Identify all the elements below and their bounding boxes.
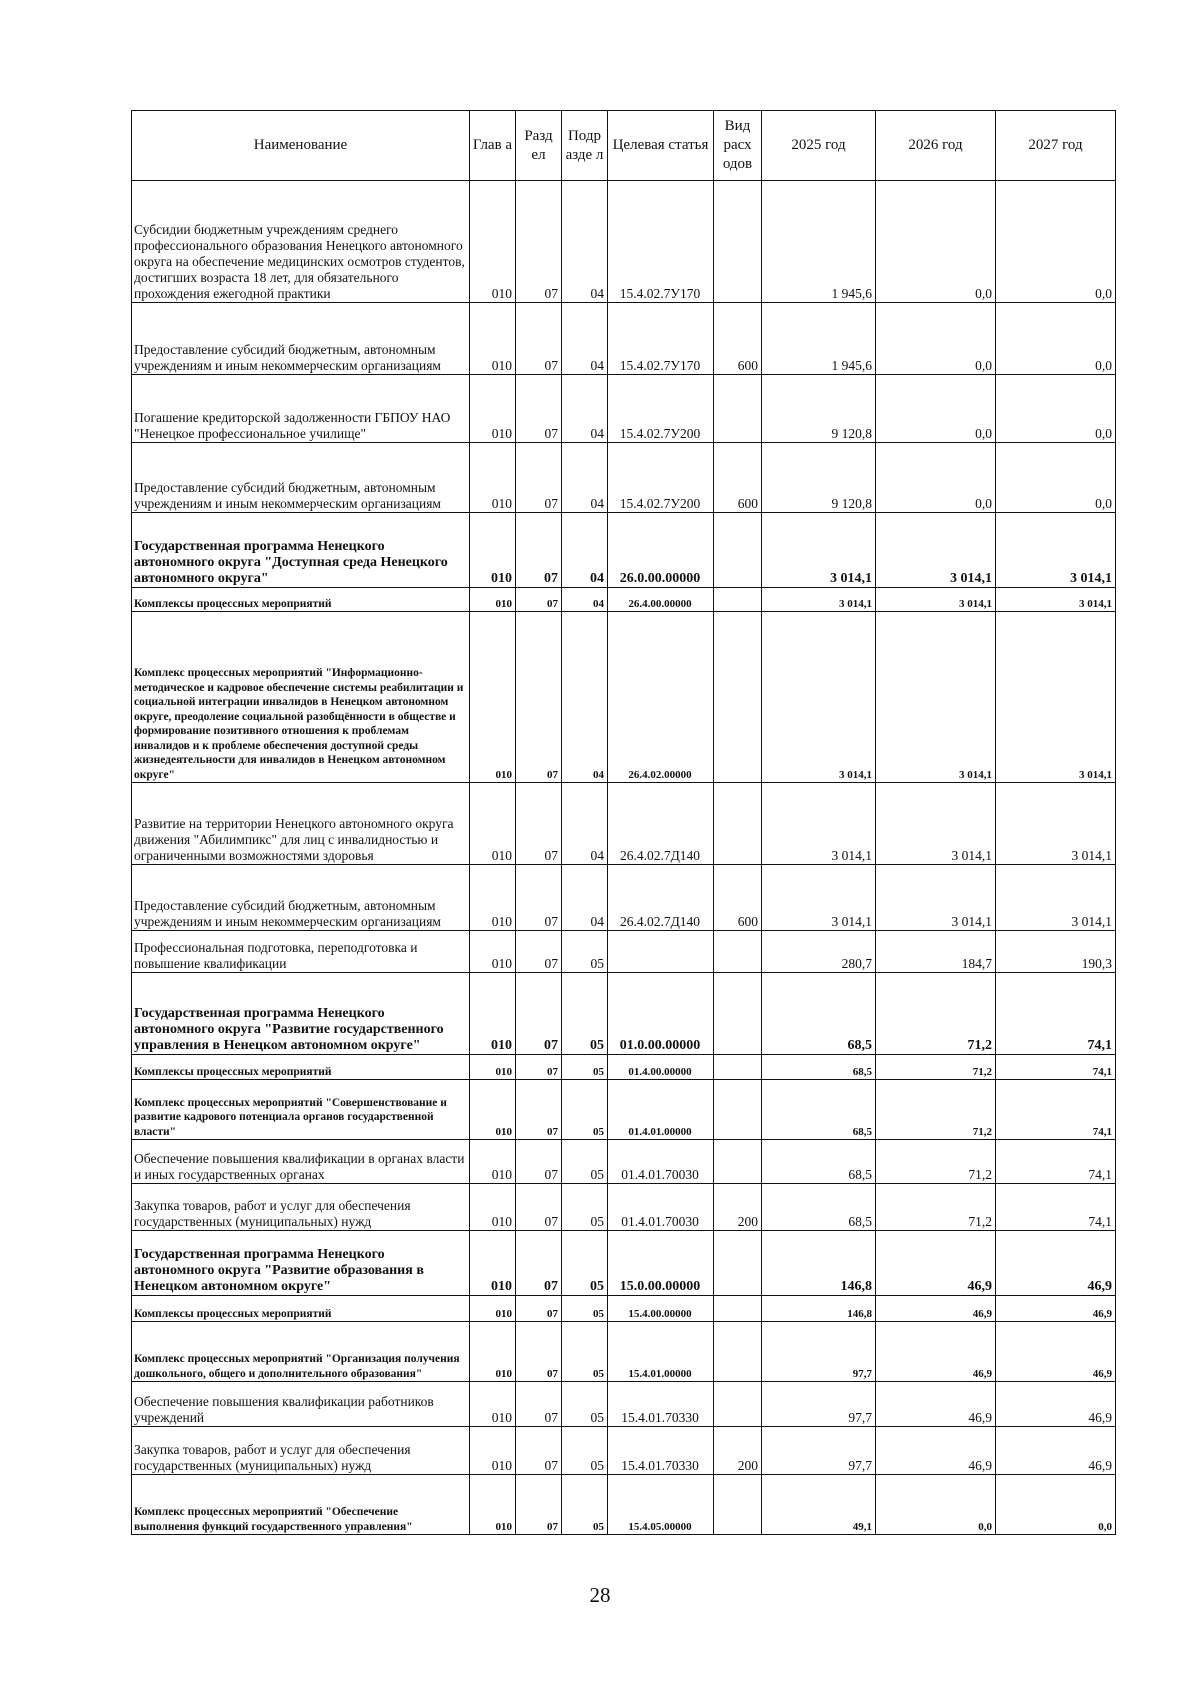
row-podrazdel: 05 [562,1055,608,1080]
row-vid: 600 [714,303,762,375]
row-razdel: 07 [516,865,562,931]
row-2026: 71,2 [876,1140,996,1184]
row-2025: 146,8 [762,1231,876,1296]
row-glava: 010 [470,612,516,783]
table-row [132,1296,1116,1322]
row-vid [714,931,762,973]
row-2026: 46,9 [876,1231,996,1296]
row-2027: 0,0 [996,303,1116,375]
row-target: 26.4.02.7Д140 [608,783,714,865]
header-2027: 2027 год [996,111,1116,181]
row-target: 15.4.02.7У200 [608,443,714,513]
row-razdel: 07 [516,588,562,612]
row-2026: 46,9 [876,1322,996,1382]
row-2027: 46,9 [996,1231,1116,1296]
row-name: Государственная программа Ненецкого автономного округа "Развитие образования в Ненецком автономном округе" [132,1231,470,1296]
row-target [608,931,714,973]
header-2026: 2026 год [876,111,996,181]
row-2025: 3 014,1 [762,513,876,588]
row-2027: 74,1 [996,1055,1116,1080]
row-name: Комплекс процессных мероприятий "Обеспечение выполнения функций государственного управления" [132,1475,470,1535]
row-2026: 0,0 [876,1475,996,1535]
row-vid: 200 [714,1184,762,1231]
row-target: 15.4.05.00000 [608,1475,714,1535]
row-name: Комплексы процессных мероприятий [132,1296,470,1322]
row-2026: 71,2 [876,1055,996,1080]
row-podrazdel: 05 [562,1140,608,1184]
row-podrazdel: 04 [562,588,608,612]
row-2027: 3 014,1 [996,783,1116,865]
row-vid [714,612,762,783]
row-2026: 3 014,1 [876,612,996,783]
row-podrazdel: 04 [562,783,608,865]
row-name: Государственная программа Ненецкого автономного округа "Развитие государственного управления в Ненецком автономном округе" [132,973,470,1055]
row-razdel: 07 [516,1427,562,1475]
row-target: 15.4.02.7У200 [608,375,714,443]
row-vid: 600 [714,443,762,513]
table-row [132,303,1116,375]
row-2026: 0,0 [876,375,996,443]
row-name: Комплекс процессных мероприятий "Совершенствование и развитие кадрового потенциала органов государственной власти" [132,1080,470,1140]
row-vid [714,1055,762,1080]
row-vid [714,973,762,1055]
row-2027: 3 014,1 [996,588,1116,612]
table-row [132,1382,1116,1427]
row-2027: 46,9 [996,1427,1116,1475]
row-name: Предоставление субсидий бюджетным, автономным учреждениям и иным некоммерческим организациям [132,303,470,375]
row-razdel: 07 [516,1055,562,1080]
row-podrazdel: 05 [562,1296,608,1322]
row-2025: 9 120,8 [762,375,876,443]
row-name: Обеспечение повышения квалификации работников учреждений [132,1382,470,1427]
row-target: 26.4.00.00000 [608,588,714,612]
row-2025: 3 014,1 [762,865,876,931]
row-target: 15.0.00.00000 [608,1231,714,1296]
row-name: Комплексы процессных мероприятий [132,1055,470,1080]
row-podrazdel: 04 [562,513,608,588]
row-2026: 3 014,1 [876,588,996,612]
row-2025: 97,7 [762,1427,876,1475]
table-row [132,513,1116,588]
row-2027: 74,1 [996,1080,1116,1140]
table-row [132,931,1116,973]
row-glava: 010 [470,375,516,443]
row-glava: 010 [470,1080,516,1140]
row-razdel: 07 [516,1475,562,1535]
row-razdel: 07 [516,1382,562,1427]
row-glava: 010 [470,783,516,865]
row-vid [714,513,762,588]
row-vid [714,1080,762,1140]
row-target: 26.4.02.7Д140 [608,865,714,931]
row-razdel: 07 [516,612,562,783]
row-vid [714,1296,762,1322]
row-glava: 010 [470,588,516,612]
row-podrazdel: 05 [562,1475,608,1535]
row-razdel: 07 [516,1184,562,1231]
row-vid [714,1322,762,1382]
row-2025: 97,7 [762,1382,876,1427]
table-header-row [132,111,1116,181]
table-row [132,973,1116,1055]
row-2025: 9 120,8 [762,443,876,513]
row-2025: 3 014,1 [762,588,876,612]
row-2026: 46,9 [876,1296,996,1322]
row-2026: 71,2 [876,973,996,1055]
row-2025: 97,7 [762,1322,876,1382]
row-glava: 010 [470,303,516,375]
row-glava: 010 [470,931,516,973]
row-2027: 3 014,1 [996,612,1116,783]
row-podrazdel: 05 [562,1080,608,1140]
row-podrazdel: 05 [562,1231,608,1296]
row-glava: 010 [470,1296,516,1322]
row-2025: 68,5 [762,1080,876,1140]
row-2025: 3 014,1 [762,783,876,865]
row-razdel: 07 [516,931,562,973]
row-2026: 3 014,1 [876,865,996,931]
row-podrazdel: 05 [562,1184,608,1231]
row-name: Развитие на территории Ненецкого автономного округа движения "Абилимпикс" для лиц с инвалидностью и ограниченными возможностями здоровья [132,783,470,865]
row-name: Комплексы процессных мероприятий [132,588,470,612]
row-2027: 190,3 [996,931,1116,973]
row-glava: 010 [470,1140,516,1184]
row-glava: 010 [470,513,516,588]
header-glava: Глав а [470,111,516,181]
row-name: Закупка товаров, работ и услуг для обеспечения государственных (муниципальных) нужд [132,1427,470,1475]
row-razdel: 07 [516,181,562,303]
row-2026: 184,7 [876,931,996,973]
row-2027: 46,9 [996,1382,1116,1427]
row-razdel: 07 [516,303,562,375]
row-name: Государственная программа Ненецкого автономного округа "Доступная среда Ненецкого автономного округа" [132,513,470,588]
table-row [132,1322,1116,1382]
row-2025: 280,7 [762,931,876,973]
row-razdel: 07 [516,783,562,865]
row-name: Погашение кредиторской задолженности ГБПОУ НАО "Ненецкое профессиональное училище" [132,375,470,443]
row-vid [714,1382,762,1427]
table-row [132,588,1116,612]
row-glava: 010 [470,1231,516,1296]
row-target: 26.0.00.00000 [608,513,714,588]
table-row [132,1080,1116,1140]
row-name: Профессиональная подготовка, переподготовка и повышение квалификации [132,931,470,973]
row-glava: 010 [470,443,516,513]
table-row [132,375,1116,443]
row-name: Комплекс процессных мероприятий "Информационно-методическое и кадровое обеспечение системы реабилитации и социальной интеграции инвалидов в Ненецком автономном округе, преодоление социальной разобщённости в обществе и формирование позитивного отношения к проблемам инвалидов и к проблеме обеспечения доступной среды жизнедеятельности для инвалидов в Ненецком автономном округе" [132,612,470,783]
row-podrazdel: 05 [562,1382,608,1427]
row-target: 15.4.02.7У170 [608,181,714,303]
row-podrazdel: 05 [562,931,608,973]
row-glava: 010 [470,1427,516,1475]
row-2027: 46,9 [996,1322,1116,1382]
row-2026: 46,9 [876,1427,996,1475]
row-2025: 68,5 [762,1140,876,1184]
page-number: 28 [589,1583,611,1607]
row-name: Закупка товаров, работ и услуг для обеспечения государственных (муниципальных) нужд [132,1184,470,1231]
row-name: Обеспечение повышения квалификации в органах власти и иных государственных органах [132,1140,470,1184]
row-razdel: 07 [516,973,562,1055]
row-2026: 71,2 [876,1184,996,1231]
row-podrazdel: 04 [562,612,608,783]
table-row [132,443,1116,513]
table-row [132,612,1116,783]
row-target: 15.4.01.70330 [608,1427,714,1475]
row-razdel: 07 [516,1296,562,1322]
row-vid [714,588,762,612]
row-podrazdel: 04 [562,181,608,303]
table-row [132,865,1116,931]
row-target: 15.4.01.00000 [608,1322,714,1382]
row-name: Предоставление субсидий бюджетным, автономным учреждениям и иным некоммерческим организациям [132,443,470,513]
row-podrazdel: 04 [562,443,608,513]
table-row [132,1055,1116,1080]
row-2025: 68,5 [762,973,876,1055]
row-2027: 74,1 [996,1140,1116,1184]
row-2026: 3 014,1 [876,783,996,865]
row-2027: 3 014,1 [996,865,1116,931]
row-2026: 0,0 [876,181,996,303]
row-vid: 600 [714,865,762,931]
table-row [132,1140,1116,1184]
row-target: 01.4.01.70030 [608,1184,714,1231]
row-2026: 46,9 [876,1382,996,1427]
table-row [132,1184,1116,1231]
row-glava: 010 [470,1382,516,1427]
row-target: 01.4.01.00000 [608,1080,714,1140]
header-podrazdel: Подр азде л [562,111,608,181]
header-razdel: Разд ел [516,111,562,181]
row-target: 15.4.00.00000 [608,1296,714,1322]
header-name: Наименование [132,111,470,181]
row-2025: 68,5 [762,1184,876,1231]
row-name: Субсидии бюджетным учреждениям среднего профессионального образования Ненецкого автономного округа на обеспечение медицинских осмотров студентов, достигших возраста 18 лет, для обязательного прохождения ежегодной практики [132,181,470,303]
row-2027: 46,9 [996,1296,1116,1322]
row-target: 01.4.00.00000 [608,1055,714,1080]
row-2027: 0,0 [996,375,1116,443]
row-2026: 0,0 [876,303,996,375]
row-podrazdel: 05 [562,1322,608,1382]
row-2027: 0,0 [996,181,1116,303]
row-2026: 3 014,1 [876,513,996,588]
row-vid [714,1140,762,1184]
row-vid [714,1231,762,1296]
row-target: 15.4.02.7У170 [608,303,714,375]
row-2025: 146,8 [762,1296,876,1322]
row-vid: 200 [714,1427,762,1475]
table-row [132,1475,1116,1535]
row-vid [714,181,762,303]
row-name: Предоставление субсидий бюджетным, автономным учреждениям и иным некоммерческим организациям [132,865,470,931]
row-2026: 0,0 [876,443,996,513]
row-podrazdel: 05 [562,973,608,1055]
row-vid [714,1475,762,1535]
row-glava: 010 [470,181,516,303]
row-glava: 010 [470,973,516,1055]
table-row [132,1427,1116,1475]
row-2027: 74,1 [996,1184,1116,1231]
row-vid [714,375,762,443]
row-2025: 68,5 [762,1055,876,1080]
table-row [132,783,1116,865]
row-2025: 1 945,6 [762,181,876,303]
row-podrazdel: 04 [562,303,608,375]
row-razdel: 07 [516,1322,562,1382]
row-2025: 1 945,6 [762,303,876,375]
row-2027: 0,0 [996,443,1116,513]
row-podrazdel: 04 [562,375,608,443]
row-2027: 0,0 [996,1475,1116,1535]
row-razdel: 07 [516,443,562,513]
table-row [132,181,1116,303]
row-razdel: 07 [516,513,562,588]
row-2027: 74,1 [996,973,1116,1055]
row-2027: 3 014,1 [996,513,1116,588]
row-2026: 71,2 [876,1080,996,1140]
row-target: 01.4.01.70030 [608,1140,714,1184]
row-podrazdel: 04 [562,865,608,931]
row-target: 01.0.00.00000 [608,973,714,1055]
header-target: Целевая статья [608,111,714,181]
row-target: 15.4.01.70330 [608,1382,714,1427]
row-target: 26.4.02.00000 [608,612,714,783]
header-2025: 2025 год [762,111,876,181]
row-podrazdel: 05 [562,1427,608,1475]
row-2025: 3 014,1 [762,612,876,783]
row-name: Комплекс процессных мероприятий "Организация получения дошкольного, общего и дополнительного образования" [132,1322,470,1382]
row-2025: 49,1 [762,1475,876,1535]
row-glava: 010 [470,1475,516,1535]
table-row [132,1231,1116,1296]
row-razdel: 07 [516,1231,562,1296]
row-glava: 010 [470,1322,516,1382]
row-razdel: 07 [516,1140,562,1184]
row-glava: 010 [470,1184,516,1231]
budget-table [131,110,1116,1535]
row-razdel: 07 [516,1080,562,1140]
row-razdel: 07 [516,375,562,443]
row-glava: 010 [470,865,516,931]
row-vid [714,783,762,865]
row-glava: 010 [470,1055,516,1080]
header-vid: Вид расх одов [714,111,762,181]
